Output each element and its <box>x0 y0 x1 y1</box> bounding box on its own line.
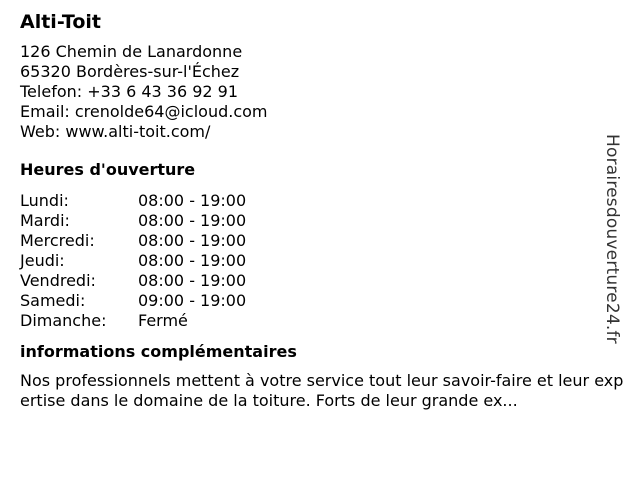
day-label: Jeudi: <box>20 251 65 270</box>
day-label: Vendredi: <box>20 271 96 290</box>
email-line: Email: crenolde64@icloud.com <box>20 102 268 121</box>
time-value: 09:00 - 19:00 <box>138 291 247 310</box>
time-value: 08:00 - 19:00 <box>138 251 247 270</box>
phone-line: Telefon: +33 6 43 36 92 91 <box>20 82 239 101</box>
opening-hours-heading: Heures d'ouverture <box>20 160 196 179</box>
hours-row-monday <box>20 191 246 211</box>
address-line-2: 65320 Bordères-sur-l'Échez <box>20 62 240 81</box>
site-watermark: Horairesdouverture24.fr <box>602 134 622 344</box>
business-name: Alti-Toit <box>20 11 101 33</box>
contact-block <box>20 42 610 142</box>
hours-row-thursday <box>20 251 246 271</box>
time-value: 08:00 - 19:00 <box>138 211 247 230</box>
hours-row-wednesday <box>20 231 246 251</box>
time-value: 08:00 - 19:00 <box>138 191 247 210</box>
day-label: Mercredi: <box>20 231 95 250</box>
day-label: Dimanche: <box>20 311 107 330</box>
day-label: Samedi: <box>20 291 86 310</box>
additional-info-heading: informations complémentaires <box>20 342 297 361</box>
address-line-1: 126 Chemin de Lanardonne <box>20 42 243 61</box>
hours-row-friday <box>20 271 246 291</box>
website-line: Web: www.alti-toit.com/ <box>20 122 211 141</box>
opening-hours-table <box>20 191 246 331</box>
additional-info-text: Nos professionnels mettent à votre service tout leur savoir-faire et leur expertise dans le domaine de la toiture. Forts de leur grande ex... <box>20 371 624 410</box>
time-value: 08:00 - 19:00 <box>138 231 247 250</box>
time-value: Fermé <box>138 311 188 330</box>
hours-row-saturday <box>20 291 246 311</box>
hours-row-sunday <box>20 311 246 331</box>
hours-row-tuesday <box>20 211 246 231</box>
day-label: Mardi: <box>20 211 70 230</box>
day-label: Lundi: <box>20 191 69 210</box>
time-value: 08:00 - 19:00 <box>138 271 247 290</box>
